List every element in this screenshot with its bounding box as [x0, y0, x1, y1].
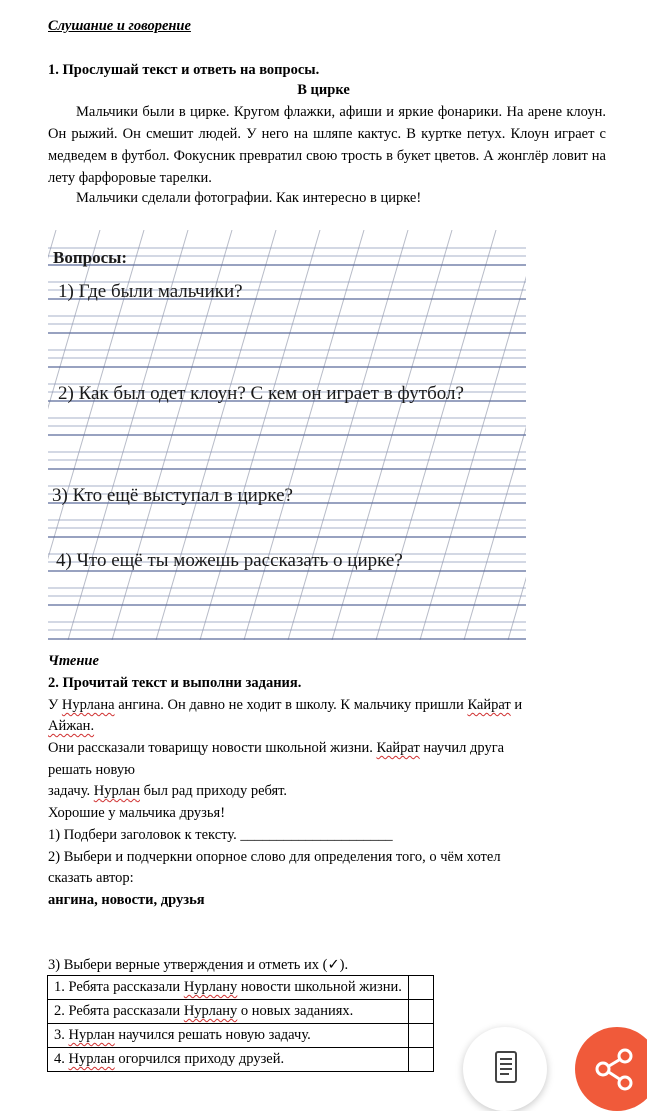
name-kairat: Кайрат	[467, 697, 511, 713]
table-row	[48, 1048, 434, 1072]
section-title-listening: Слушание и говорение	[48, 18, 191, 34]
statement-cell: 2. Ребята рассказали Нурлану о новых заданиях.	[48, 1000, 409, 1024]
reading-line-3: Они рассказали товарищу новости школьной жизни. Кайрат научил друга	[48, 740, 505, 756]
reading-line-4: решать новую	[48, 762, 135, 778]
section-title-reading: Чтение	[48, 653, 99, 669]
reading-line-2	[48, 715, 94, 737]
worksheet-heading: Вопросы:	[53, 248, 128, 267]
table-row	[48, 1000, 434, 1024]
question-2-1: 1) Подбери заголовок к тексту. _____________________	[48, 827, 393, 843]
question-2-2: 2) Выбери и подчеркни опорное слово для определения того, о чём хотел	[48, 849, 501, 865]
name-nurlan: Нурлан	[93, 783, 140, 799]
name-kairat: Кайрат	[376, 740, 420, 756]
text-title: В цирке	[297, 82, 350, 98]
check-cell[interactable]	[408, 1000, 433, 1024]
document-reader-icon	[463, 1027, 547, 1093]
table-row	[48, 976, 434, 1000]
reading-line-5: задачу. Нурлан был рад приходу ребят.	[48, 783, 288, 799]
story-paragraph-1: Мальчики были в цирке. Кругом флажки, афиши и яркие фонарики. На арене клоун. Он рыжий. Он смешит людей. У него на шляпе кактус. В куртке петух. Клоун играет с медведем в футбол. Фокусник превратил свою трость в букет цветов. А жонглёр ловит на лету фарфоровые тарелки.	[48, 104, 606, 186]
question-1: 1) Где были мальчики?	[58, 281, 243, 302]
check-cell[interactable]	[408, 1024, 433, 1048]
table-row	[48, 1024, 434, 1048]
name-aizhan: Айжан.	[48, 718, 95, 734]
question-4: 4) Что ещё ты можешь рассказать о цирке?	[56, 550, 403, 571]
lined-worksheet	[48, 230, 526, 640]
question-2-3: 3) Выбери верные утверждения и отметь их (✓).	[48, 957, 349, 973]
statements-table	[47, 975, 434, 1072]
share-icon	[575, 1027, 647, 1093]
question-2: 2) Как был одет клоун? С кем он играет в футбол?	[58, 383, 464, 404]
reader-button[interactable]	[463, 1027, 547, 1111]
statement-cell: 4. Нурлан огорчился приходу друзей.	[48, 1048, 409, 1072]
check-cell[interactable]	[408, 976, 433, 1000]
statement-cell: 1. Ребята рассказали Нурлану новости школьной жизни.	[48, 976, 409, 1000]
task-2-heading: 2. Прочитай текст и выполни задания.	[48, 675, 302, 691]
task-1-heading: 1. Прослушай текст и ответь на вопросы.	[48, 62, 320, 78]
name-nurlan: Нурлана	[61, 697, 115, 713]
check-cell[interactable]	[408, 1048, 433, 1072]
share-button[interactable]	[575, 1027, 647, 1111]
reading-line-6: Хорошие у мальчика друзья!	[48, 805, 226, 821]
reading-line-1: У Нурлана ангина. Он давно не ходит в школу. К мальчику пришли Кайрат и	[48, 697, 523, 713]
statement-cell: 3. Нурлан научился решать новую задачу.	[48, 1024, 409, 1048]
story-paragraph-2: Мальчики сделали фотографии. Как интересно в цирке!	[76, 190, 422, 206]
question-2-2-cont: сказать автор:	[48, 870, 134, 886]
keywords: ангина, новости, друзья	[48, 892, 205, 908]
question-3: 3) Кто ещё выступал в цирке?	[52, 485, 293, 506]
